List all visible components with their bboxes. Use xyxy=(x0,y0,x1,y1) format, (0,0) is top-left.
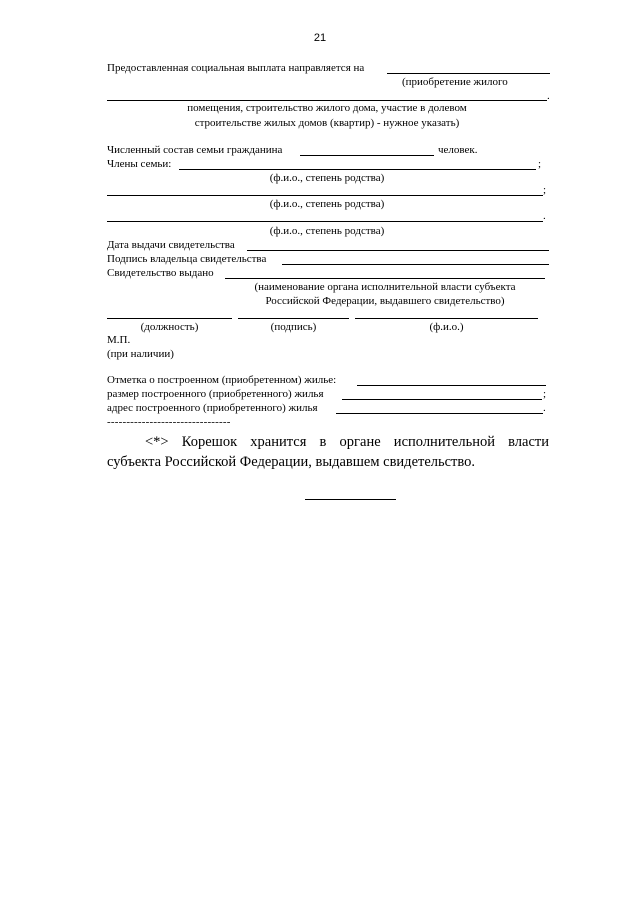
family-member-hint-2: (ф.и.о., степень родства) xyxy=(269,198,385,210)
payment-period: . xyxy=(547,90,550,102)
housing-size-end: ; xyxy=(543,388,547,400)
family-members-label: Члены семьи: xyxy=(107,158,172,170)
payment-hint-3: строительстве жилых домов (квартир) - нужное указать) xyxy=(194,117,460,129)
family-member-hint-3: (ф.и.о., степень родства) xyxy=(269,225,385,237)
signature-caption: (подпись) xyxy=(270,321,317,333)
payment-label: Предоставленная социальная выплата направляется на xyxy=(107,62,365,74)
payment-direction-line-2 xyxy=(107,100,547,101)
end-line xyxy=(305,499,396,500)
housing-mark-line xyxy=(357,385,546,386)
housing-size-line xyxy=(342,399,542,400)
family-member-line-3 xyxy=(107,221,543,222)
issued-by-line xyxy=(225,278,545,279)
payment-direction-line xyxy=(387,73,550,74)
issuer-hint-1: (наименование органа исполнительной власти субъекта xyxy=(254,281,516,293)
family-size-unit: человек. xyxy=(438,144,478,156)
housing-size-label: размер построенного (приобретенного) жилья xyxy=(107,388,324,400)
issuer-hint-2: Российской Федерации, выдавшего свидетельство) xyxy=(265,295,505,307)
stamp-note: (при наличии) xyxy=(107,348,174,360)
stamp-label: М.П. xyxy=(107,334,131,346)
footnote-separator: -------------------------------- xyxy=(107,416,231,428)
family-member-line-1 xyxy=(179,169,536,170)
holder-signature-line xyxy=(282,264,549,265)
family-member-line-2 xyxy=(107,195,543,196)
name-line xyxy=(355,318,538,319)
issue-date-line xyxy=(247,250,549,251)
payment-hint-2: помещения, строительство жилого дома, участие в долевом xyxy=(187,102,467,114)
housing-address-label: адрес построенного (приобретенного) жилья xyxy=(107,402,318,414)
payment-hint-1: (приобретение жилого xyxy=(402,76,508,88)
housing-mark-label: Отметка о построенном (приобретенном) жилье: xyxy=(107,374,337,386)
name-caption: (ф.и.о.) xyxy=(429,321,464,333)
holder-signature-label: Подпись владельца свидетельства xyxy=(107,253,267,265)
housing-address-end: . xyxy=(543,402,546,414)
family-size-label: Численный состав семьи гражданина xyxy=(107,144,283,156)
issued-by-label: Свидетельство выдано xyxy=(107,267,214,279)
housing-address-line xyxy=(336,413,543,414)
family-member-end-2: ; xyxy=(543,184,547,196)
family-member-end-3: . xyxy=(543,210,546,222)
position-line xyxy=(107,318,232,319)
family-member-hint-1: (ф.и.о., степень родства) xyxy=(269,172,385,184)
family-member-end-1: ; xyxy=(538,158,542,170)
family-size-line xyxy=(300,155,434,156)
signature-line xyxy=(238,318,349,319)
issue-date-label: Дата выдачи свидетельства xyxy=(107,239,235,251)
footnote-text: <*> Корешок хранится в органе исполнительной власти субъекта Российской Федерации, выдавшем свидетельство. xyxy=(107,434,549,470)
page-number: 21 xyxy=(313,32,327,44)
position-caption: (должность) xyxy=(140,321,199,333)
